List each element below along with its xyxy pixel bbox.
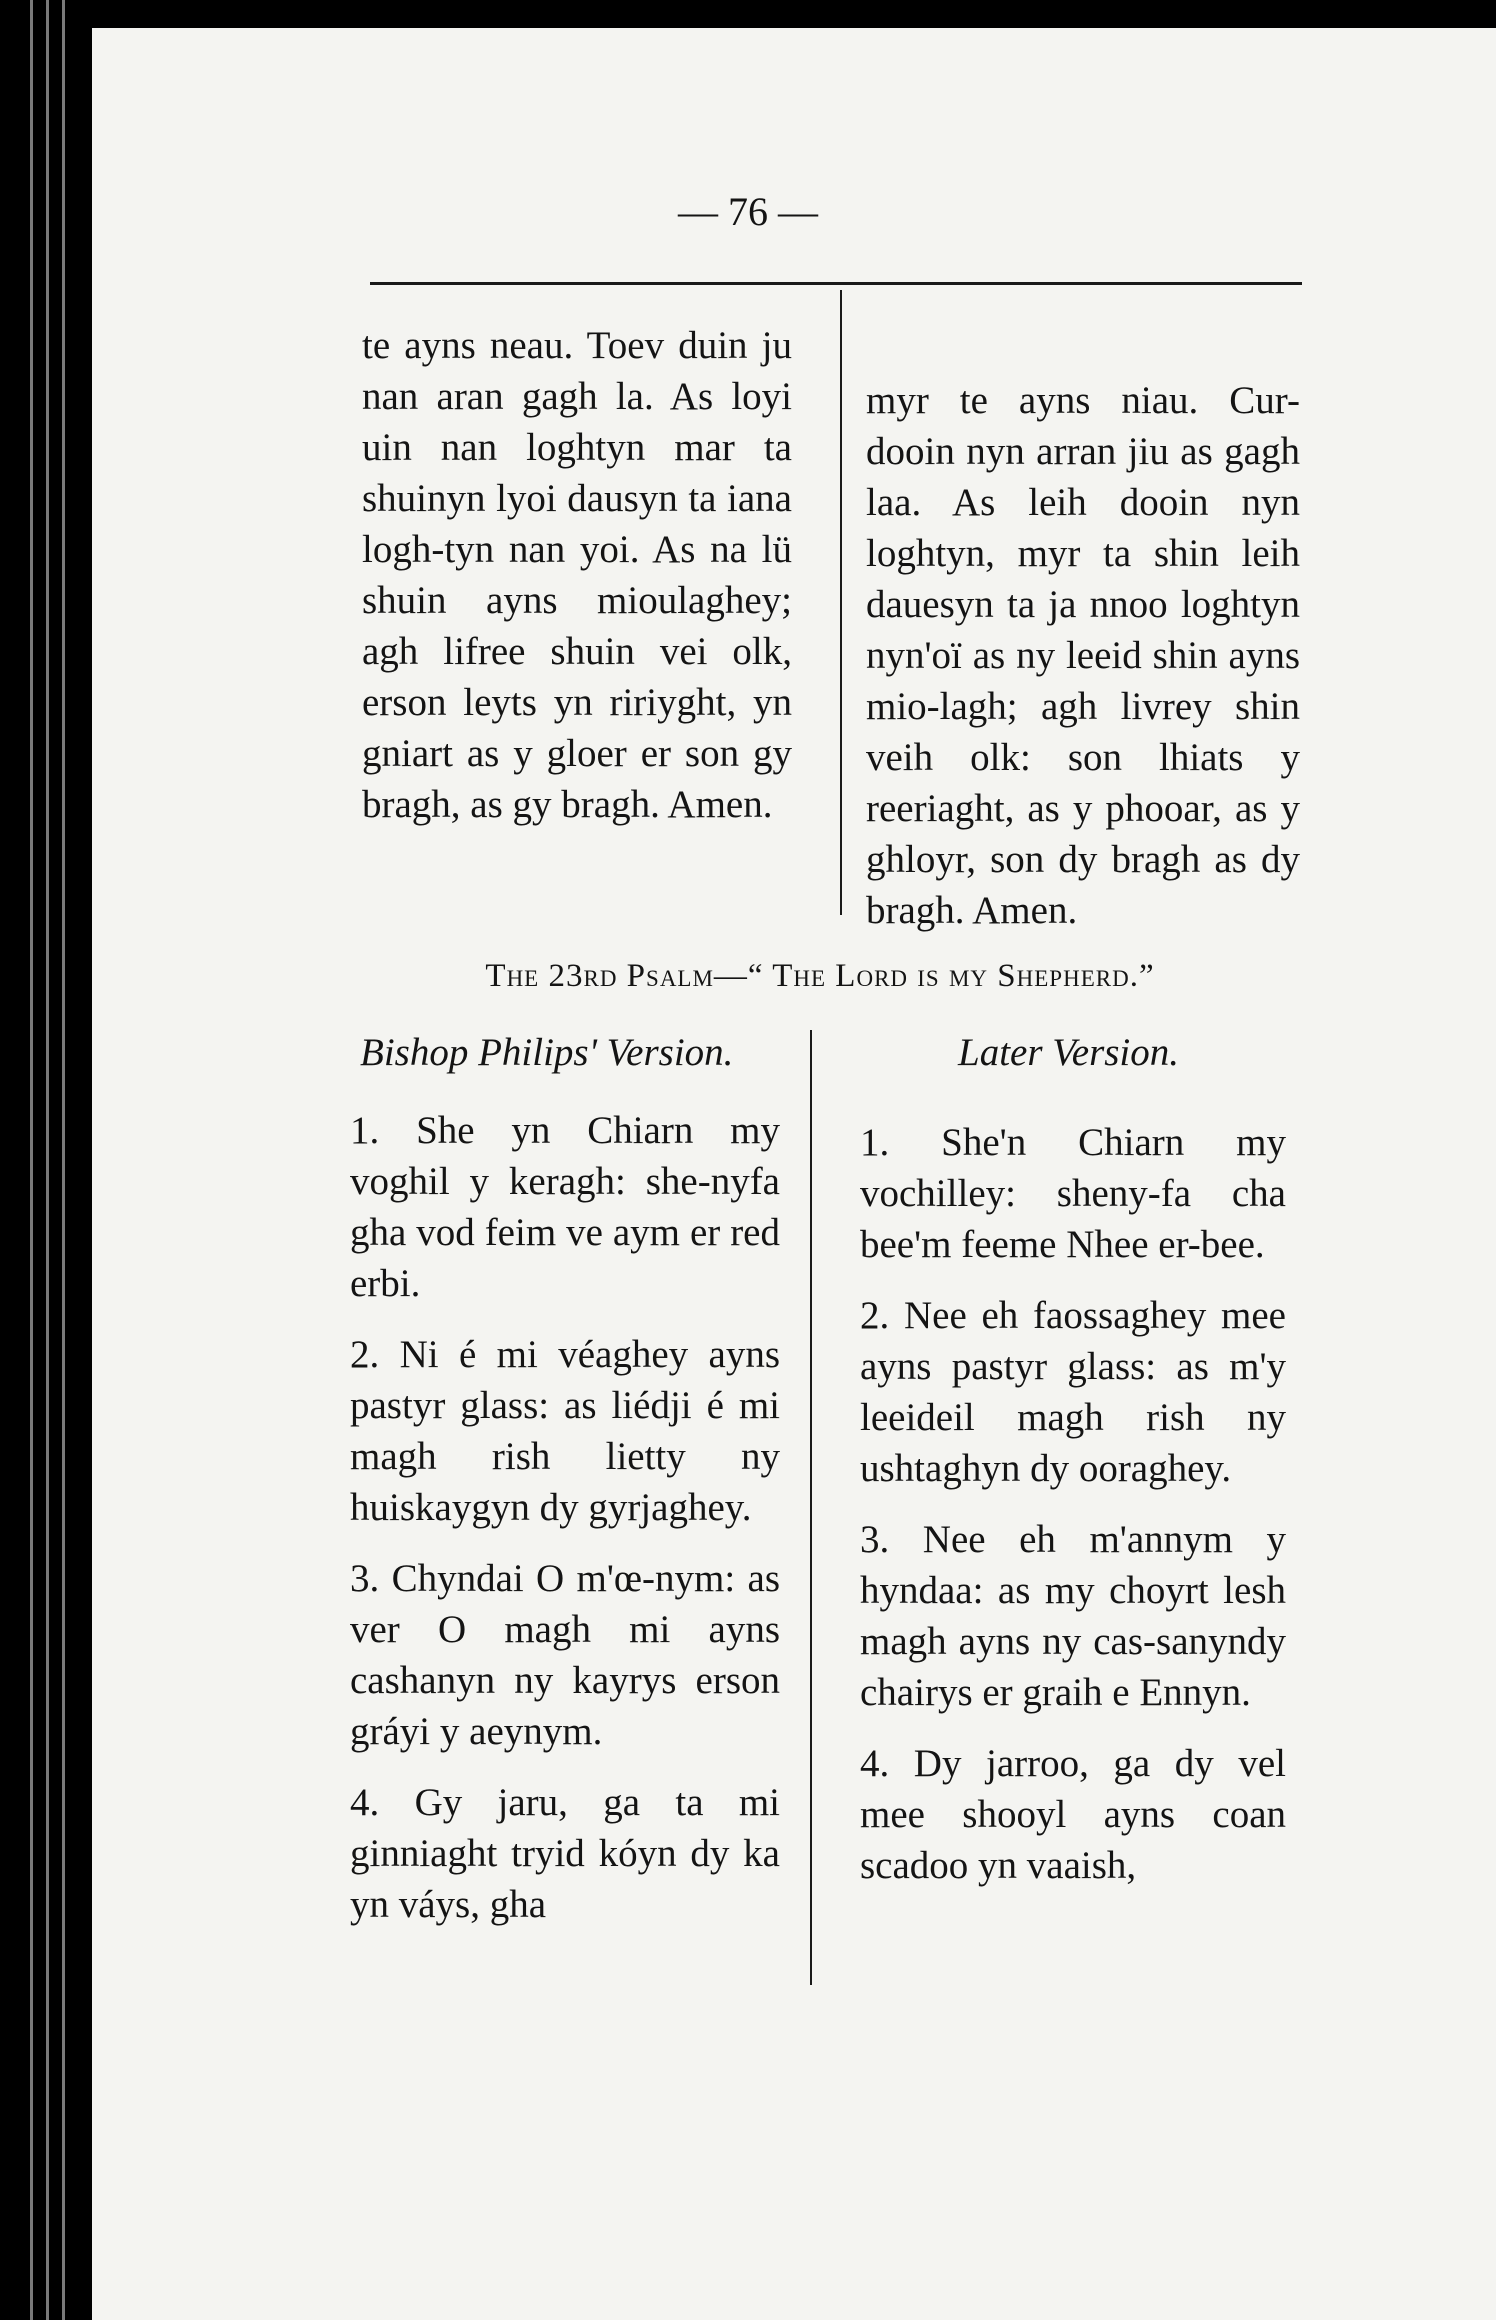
- lords-prayer-old-version: te ayns neau. Toev duin ju nan aran gagh la. As loyi uin nan loghtyn mar ta shuinyn lyoi dausyn ta iana logh-tyn nan yoi. As na lü shuin ayns mioulaghey; agh lifree shuin vei olk, erson leyts yn ririyght, yn gniart as y gloer er son gy bragh, as gy bragh. Amen.: [362, 324, 792, 826]
- right-verse-4: 4. Dy jarroo, ga dy vel mee shooyl ayns coan scadoo yn vaaish,: [860, 1742, 1286, 1887]
- left-verse-2: 2. Ni é mi véaghey ayns pastyr glass: as liédji é mi magh rish lietty ny huiskaygyn dy gyrjaghey.: [350, 1333, 780, 1529]
- right-verse-2: 2. Nee eh faossaghey mee ayns pastyr glass: as m'y leeideil magh rish ny ushtaghyn dy ooraghey.: [860, 1294, 1286, 1490]
- left-version-title: Bishop Philips' Version.: [360, 1031, 734, 1074]
- top-left-column: [362, 320, 792, 830]
- psalm-heading: The 23rd Psalm—“ The Lord is my Shepherd.”: [485, 958, 1155, 994]
- bottom-column-divider: [810, 1030, 812, 1985]
- left-verses-column: [350, 1105, 780, 1950]
- top-right-column: [866, 375, 1300, 936]
- right-verse-3: 3. Nee eh m'annym y hyndaa: as my choyrt lesh magh ayns ny cas-sanyndy chairys er graih e Ennyn.: [860, 1518, 1286, 1714]
- top-rule: [370, 282, 1302, 285]
- left-verse-1: 1. She yn Chiarn my voghil y keragh: she-nyfa gha vod feim ve aym er red erbi.: [350, 1109, 780, 1305]
- page-edge-3: [62, 0, 65, 2320]
- top-column-divider: [840, 290, 842, 915]
- page-number: — 76 —: [678, 189, 818, 234]
- right-verse-1: 1. She'n Chiarn my vochilley: sheny-fa cha bee'm feeme Nhee er-bee.: [860, 1121, 1286, 1266]
- left-verse-3: 3. Chyndai O m'œ-nym: as ver O magh mi ayns cashanyn ny kayrys erson gráyi y aeynym.: [350, 1557, 780, 1753]
- lords-prayer-later-version: myr te ayns niau. Cur-dooin nyn arran jiu as gagh laa. As leih dooin nyn loghtyn, myr ta shin leih dauesyn ta ja nnoo loghtyn nyn'oï as ny leeid shin ayns mio-lagh; agh livrey shin veih olk: son lhiats y reeriaght, as y phooar, as y ghloyr, son dy bragh as dy bragh. Amen.: [866, 379, 1300, 932]
- right-version-title: Later Version.: [958, 1031, 1180, 1074]
- page-edge-1: [30, 0, 33, 2320]
- page-edge-2: [46, 0, 49, 2320]
- left-verse-4: 4. Gy jaru, ga ta mi ginniaght tryid kóyn dy ka yn váys, gha: [350, 1781, 780, 1926]
- right-verses-column: [860, 1117, 1286, 1911]
